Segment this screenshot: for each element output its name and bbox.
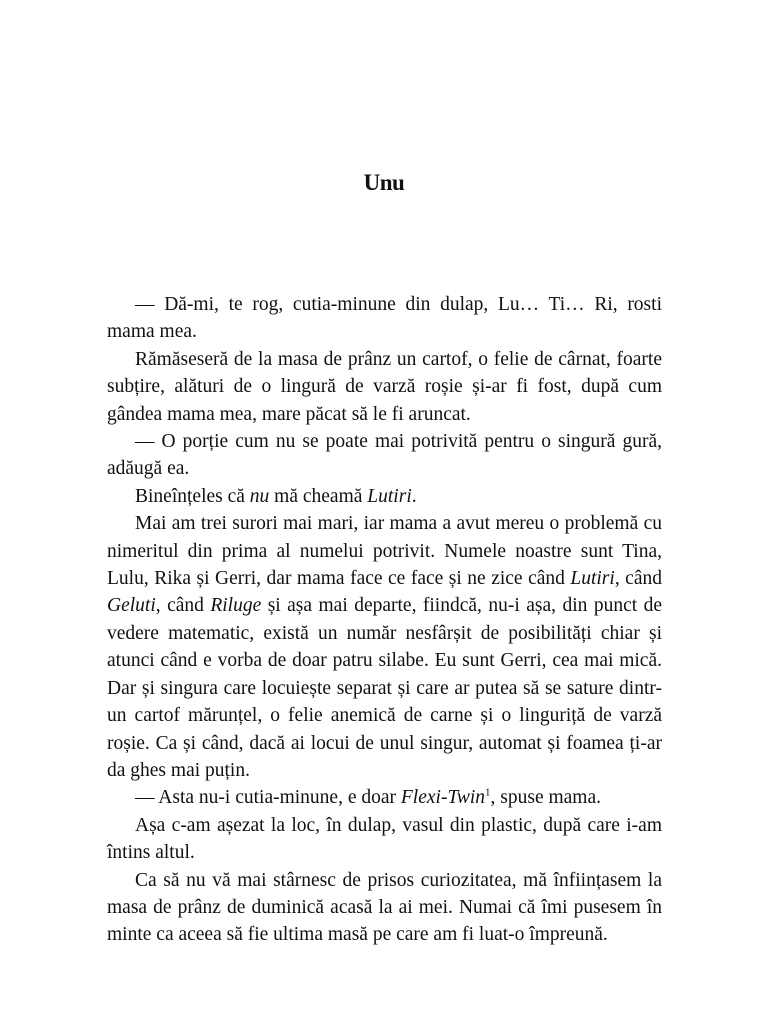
paragraph	[107, 428, 662, 483]
paragraph-text: Rămăseseră de la masa de prânz un cartof, o felie de cârnat, foarte subțire, alături de o lingură de varză roșie și-ar fi fost, după cum gândea mama mea, mare păcat să le fi aruncat.	[107, 348, 662, 425]
footnote-marker: 1	[485, 786, 491, 799]
paragraph-text: Ca să nu vă mai stârnesc de prisos curiozitatea, mă înființasem la masa de prânz de duminică acasă la ai mei. Numai că îmi pusesem în minte ca aceea să fie ultima masă pe care am fi luat-o împreună.	[107, 869, 662, 946]
paragraph-text: Bineînțeles că	[135, 485, 250, 507]
italic-text: Geluti	[107, 595, 156, 617]
paragraph-text: — Dă-mi, te rog, cutia-minune din dulap, Lu… Ti… Ri, rosti mama mea.	[107, 294, 662, 343]
italic-text: nu	[249, 485, 270, 507]
paragraph	[107, 510, 662, 784]
paragraph-text: mă cheamă	[269, 485, 368, 507]
paragraph	[107, 291, 662, 346]
paragraph-text: .	[411, 485, 417, 507]
paragraph-text: , când	[155, 595, 211, 617]
italic-text: Lutiri	[570, 568, 615, 590]
paragraph	[107, 483, 662, 510]
italic-text: Riluge	[210, 595, 262, 617]
paragraph-text: — Asta nu-i cutia-minune, e doar	[135, 787, 401, 809]
italic-text: Lutiri	[367, 485, 412, 507]
paragraph	[107, 784, 662, 811]
paragraph-text: și așa mai departe, fiindcă, nu-i așa, din punct de vedere matematic, există un număr nesfârșit de posibilități chiar și atunci când e vorba de doar patru silabe. Eu sunt Gerri, cea mai mică. Dar și singura care locuiește separat și care ar putea să se sature dintr-un cartof mărunțel, o felie anemică de carne și o linguriță de varză roșie. Ca și când, dacă ai locui de unul singur, automat și foamea ți-ar da ghes mai puțin.	[107, 595, 662, 781]
paragraph	[107, 346, 662, 428]
chapter-title: Unu	[363, 170, 405, 195]
paragraph	[107, 812, 662, 867]
paragraph-text: Așa c-am așezat la loc, în dulap, vasul din plastic, după care i-am întins altul.	[107, 814, 662, 864]
paragraph-text: , spuse mama.	[490, 787, 601, 809]
chapter-body	[107, 291, 662, 949]
paragraph-text: — O porție cum nu se poate mai potrivită pentru o singură gură, adăugă ea.	[107, 431, 662, 480]
paragraph-text: , când	[614, 568, 662, 590]
italic-text: Flexi-Twin	[400, 787, 486, 809]
paragraph-text: Mai am trei surori mai mari, iar mama a avut mereu o problemă cu nimeritul din prima al numelui potrivit. Numele noastre sunt Tina, Lulu, Rika și Gerri, dar mama face ce face și ne zice când	[107, 513, 662, 590]
paragraph	[107, 867, 662, 949]
